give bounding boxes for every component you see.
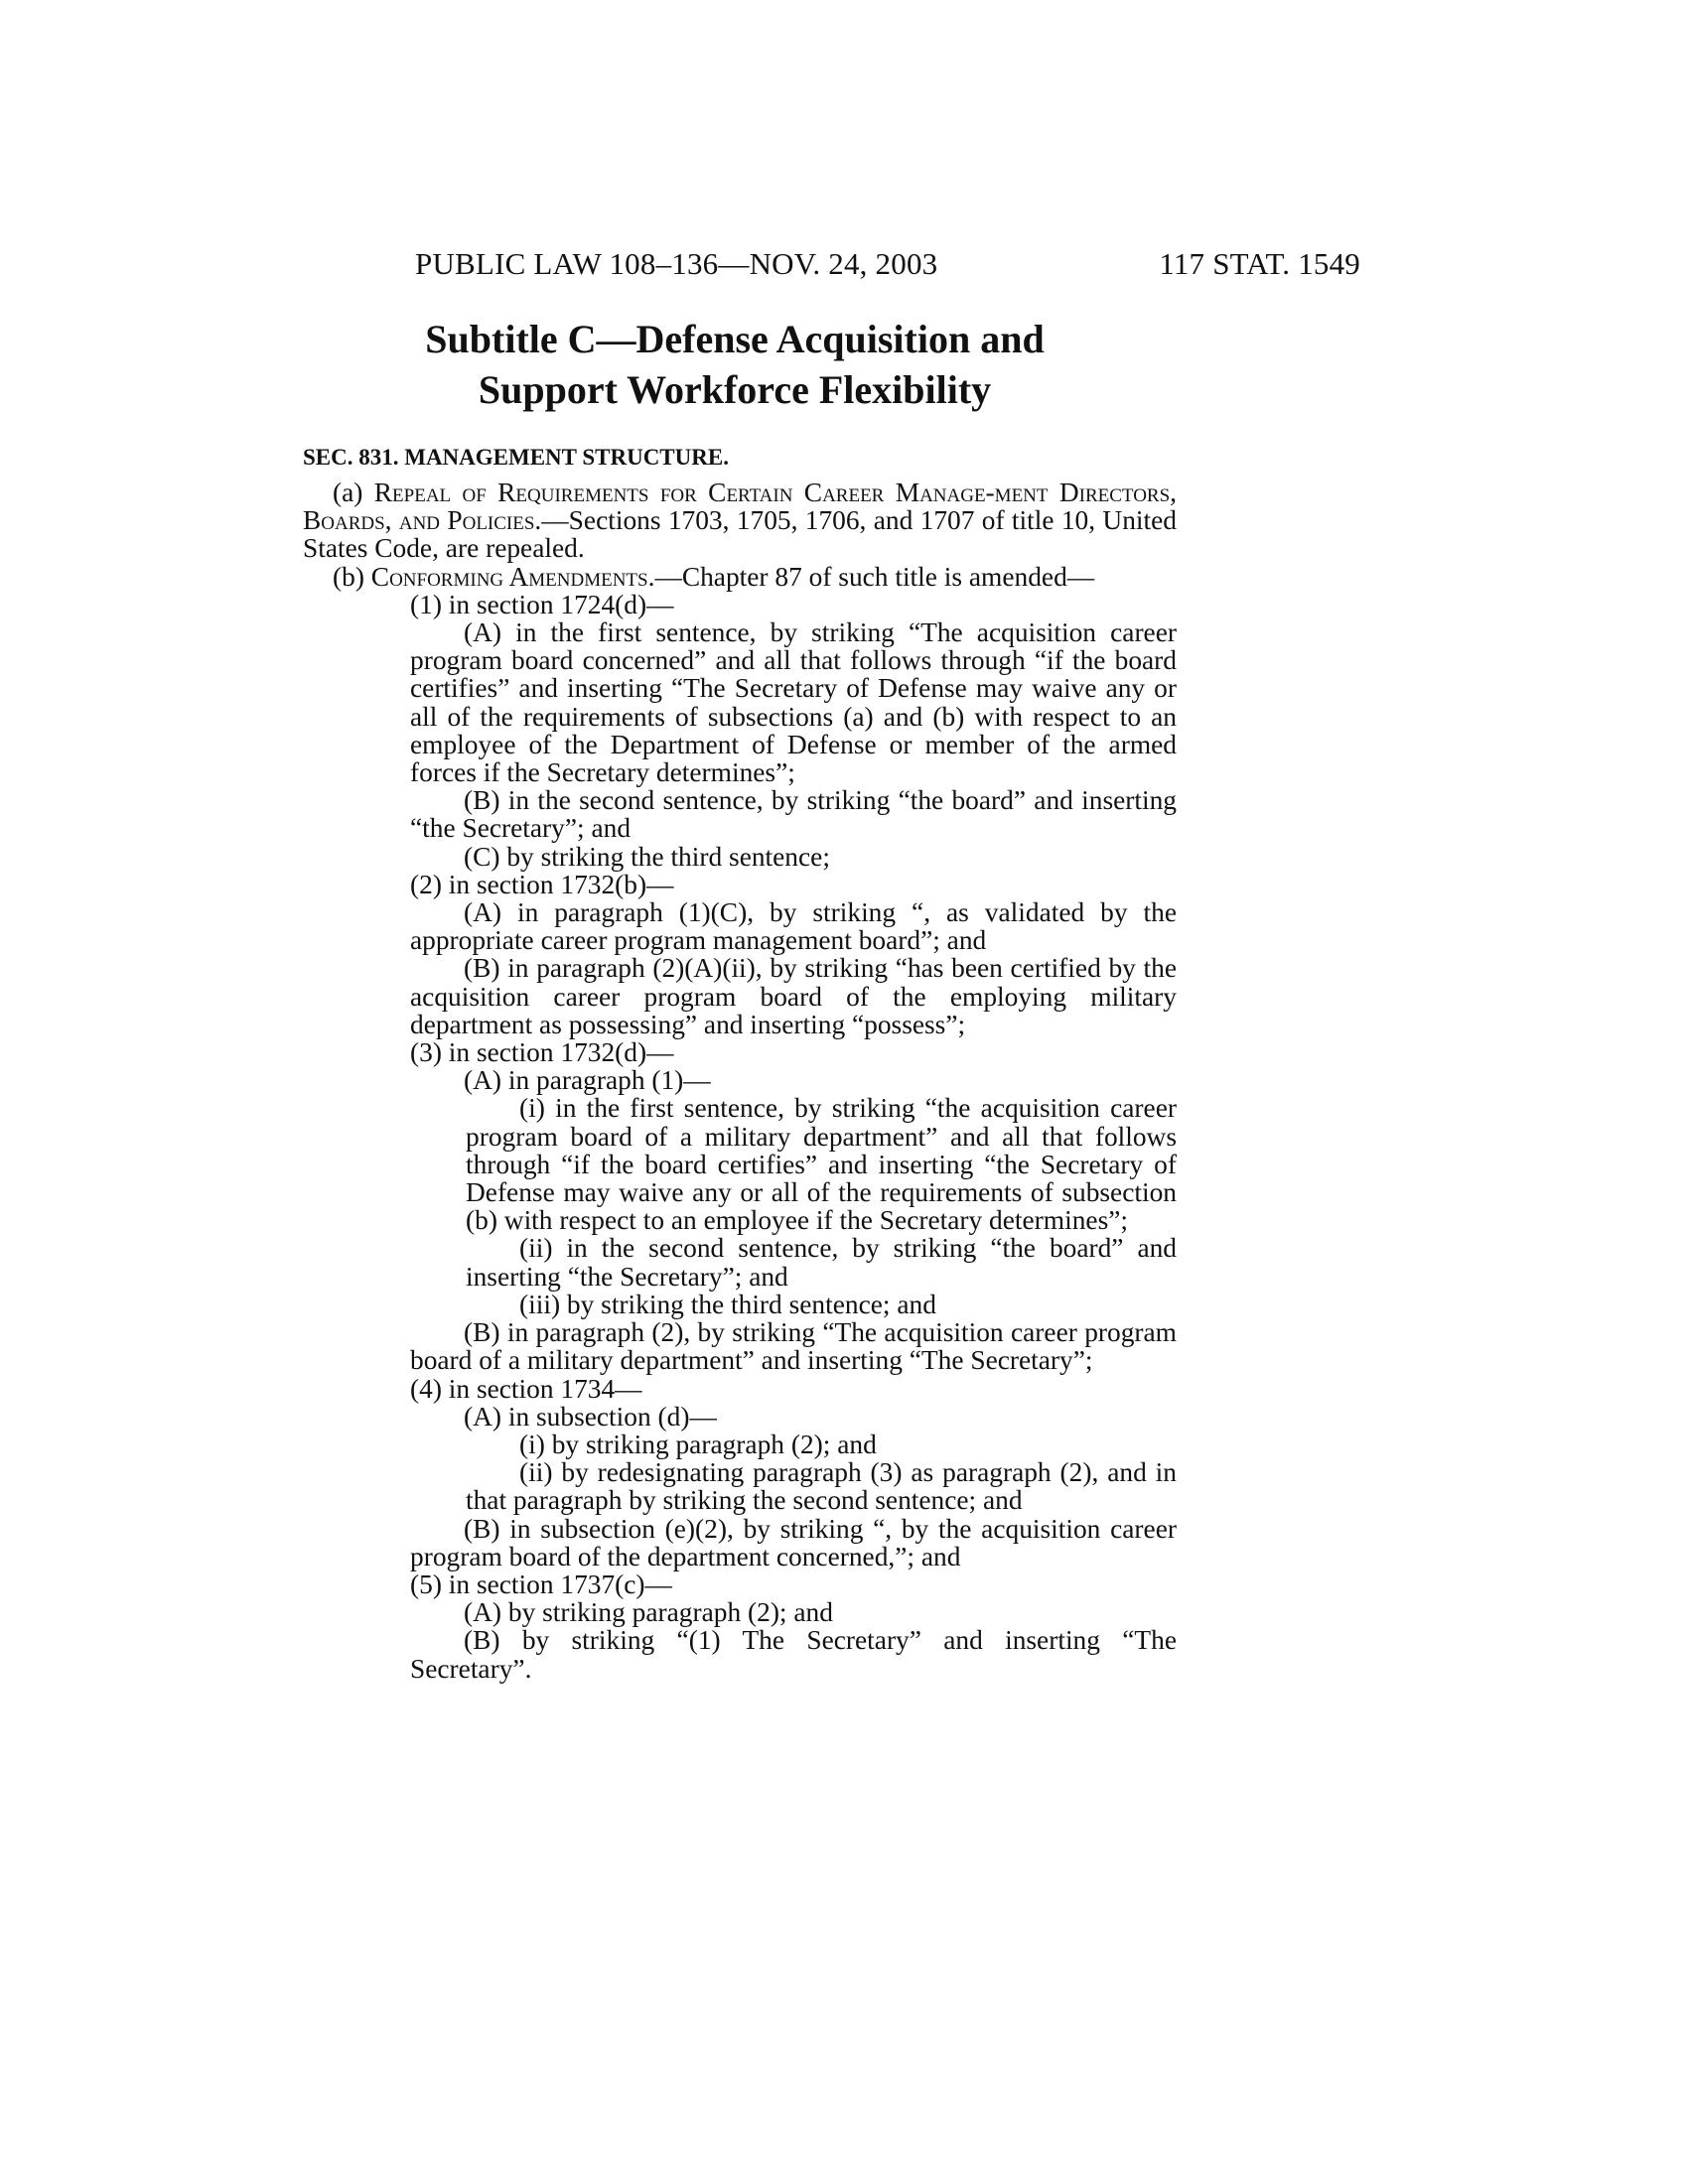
- subsection-b-caption: Conforming Amendments.: [370, 561, 655, 592]
- subtitle-line-1: Subtitle C—Defense Acquisition and: [425, 317, 1045, 361]
- amendment-item: (2) in section 1732(b)—: [410, 869, 674, 899]
- amendment-item: (A) by striking paragraph (2); and: [464, 1597, 833, 1628]
- running-head-citation: PUBLIC LAW 108–136—NOV. 24, 2003: [415, 246, 938, 281]
- amendment-item: (4) in section 1734—: [410, 1373, 642, 1404]
- amendment-item: (A) in the first sentence, by striking “The acquisition career program board concerned” and all that follows through “if the board certifies” and inserting “The Secretary of Defense may waive any or all of the requirements of subsections (a) and (b) with respect to an employee of the Department of Defense or member of the armed forces if the Secretary determines”;: [410, 617, 1177, 788]
- amendment-item: (B) in subsection (e)(2), by striking “, by the acquisition career program board of the department concerned,”; and: [410, 1513, 1177, 1571]
- section-heading: SEC. 831. MANAGEMENT STRUCTURE.: [303, 445, 729, 470]
- subsection-b-text: —Chapter 87 of such title is amended—: [654, 561, 1095, 592]
- subsection-b-label: (b): [333, 561, 371, 592]
- section-body: [303, 478, 1177, 1683]
- subsection-a-caption: Repeal of Requirements for Certain Career Manage-ment Directors, Boards, and Policies.: [303, 478, 1177, 536]
- amendment-item: (B) in paragraph (2), by striking “The acquisition career program board of a military department” and inserting “The Secretary”;: [410, 1317, 1177, 1376]
- amendment-item: (B) in the second sentence, by striking “the board” and inserting “the Secretary”; and: [410, 785, 1177, 844]
- subtitle-line-2: Support Workforce Flexibility: [478, 367, 992, 412]
- amendment-item: (C) by striking the third sentence;: [464, 841, 830, 872]
- amendment-item: (ii) by redesignating paragraph (3) as paragraph (2), and in that paragraph by striking the second sentence; and: [466, 1457, 1177, 1516]
- amendment-item: (A) in paragraph (1)—: [464, 1065, 711, 1096]
- subsection-a: [303, 478, 1177, 563]
- subsection-b: [303, 563, 1177, 591]
- amendment-item: (ii) in the second sentence, by striking “the board” and inserting “the Secretary”; and: [466, 1233, 1177, 1292]
- amendment-item: (i) in the first sentence, by striking “the acquisition career program board of a military department” and all that follows through “if the board certifies” and inserting “the Secretary of Defense may waive any or all of the requirements of subsection (b) with respect to an employee if the Secretary determines”;: [466, 1093, 1177, 1236]
- running-head: [415, 244, 1360, 284]
- amendment-item: (B) in paragraph (2)(A)(ii), by striking “has been certified by the acquisition career program board of the employing military department as possessing” and inserting “possess”;: [410, 953, 1177, 1039]
- subsection-a-label: (a): [333, 478, 374, 507]
- subsection-a-text: —Sections 1703, 1705, 1706, and 1707 of title 10, United States Code, are repealed.: [303, 505, 1177, 564]
- running-head-stat-page: 117 STAT. 1549: [1159, 246, 1360, 281]
- amendment-item: (B) by striking “(1) The Secretary” and inserting “The Secretary”.: [410, 1625, 1177, 1684]
- amendment-item: (5) in section 1737(c)—: [410, 1569, 672, 1599]
- amendment-item: (i) by striking paragraph (2); and: [519, 1429, 877, 1459]
- amendment-item: (A) in paragraph (1)(C), by striking “, as validated by the appropriate career program management board”; and: [410, 897, 1177, 956]
- amendment-item: (iii) by striking the third sentence; and: [519, 1289, 936, 1319]
- amendment-item: (1) in section 1724(d)—: [410, 589, 674, 619]
- amendment-item: (3) in section 1732(d)—: [410, 1037, 674, 1068]
- subtitle-heading: [298, 314, 1172, 415]
- amendment-item: (A) in subsection (d)—: [464, 1401, 717, 1432]
